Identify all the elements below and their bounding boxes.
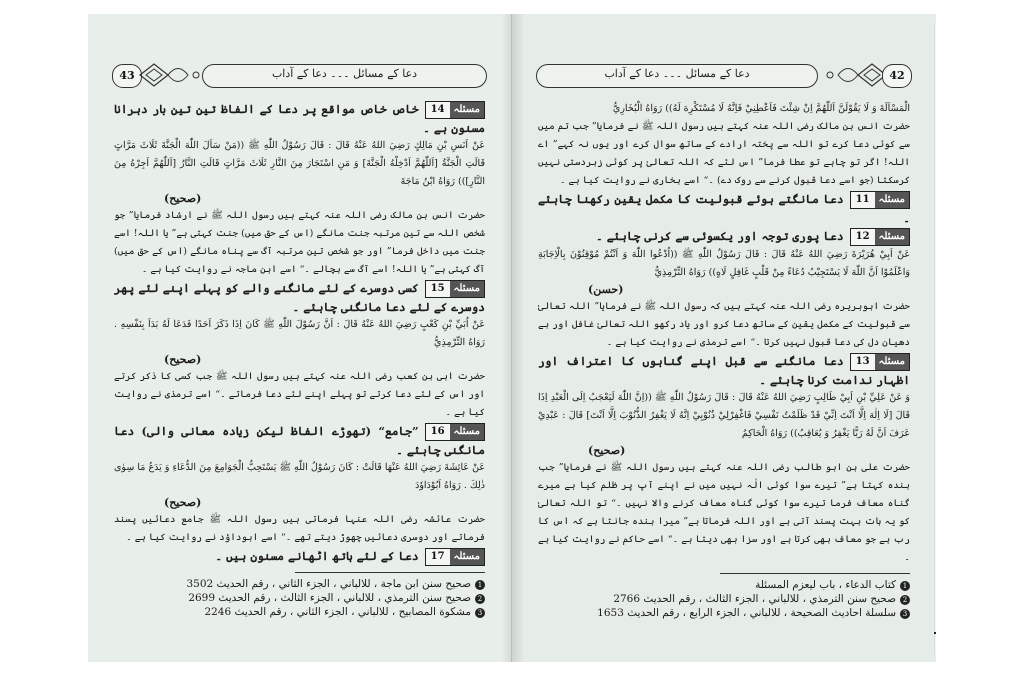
masala-text: کسی دوسرے کے لئے مانگنے والے کو پہلے اپنے لئے پھر دوسرے کے لئے دعا مانگنی چاہئے ۔ [114, 281, 485, 314]
masala-heading [538, 227, 910, 246]
urdu-translation: حضرت ابوہریرہ رضی اللہ عنہ کہتے ہیں کہ رسول اللہ ﷺ نے فرمایا” اللہ تعالیٰ سے قبولیت کے مکمل یقین کے ساتھ دعا کرو اور یاد رکھو اللہ تعالیٰ غافل اور بے دھیان دل کی دعا قبول نہیں کرتا ۔“ اسے ترمذی نے روایت کیا ہے ۔ [538, 301, 910, 348]
masala-number: 13 [851, 354, 875, 370]
footnote-text: مشكوة المصابيح ، للالباني ، الجزء الثاني ، رقم الحديث 2246 [204, 606, 471, 618]
masala-badge [425, 101, 485, 119]
footnote-number: 3 [900, 609, 910, 619]
footnote-text: صحيح سنن الترمذي ، للالباني ، الجزء الثالث ، رقم الحديث 2699 [188, 592, 471, 604]
arabic-text: عَنْ عَائِشَةَ رَضِيَ اللهُ عَنْهَا قَالَتْ : كَانَ رَسُوْلُ اللّٰهِ ﷺ يَسْتَحِبُّ الْجَوَامِعَ مِنَ الدُّعَاءِ وَ يَدَعُ مَا سِوٰى ذٰلِكَ . رَوَاهُ اَبُوْدَاوٗدَ [114, 462, 485, 491]
masala-label: مسئلہ [875, 192, 909, 208]
hadith-grade: (حسن) [588, 283, 624, 296]
page-edges [934, 22, 936, 654]
masala-number: 17 [426, 549, 450, 565]
masala-number: 14 [426, 102, 450, 118]
footnote [538, 606, 910, 620]
urdu-translation: حضرت انس بن مالک رضی اللہ عنہ کہتے ہیں رسول اللہ ﷺ نے ارشاد فرمایا” جو شخص اللہ سے تین مرتبہ جنت مانگے (اس کے حق میں) جنت کہتی ہے” یا اللہ! اسے جنت میں داخل فرما” اور جو شخص تین مرتبہ آگ سے پناہ مانگے (اس کے حق میں) آگ کہتی ہے” یا اللہ! اسے آگ سے بچالے ۔“ اسے ابن ماجہ نے روایت کیا ہے ۔ [114, 210, 485, 275]
masala-badge [850, 191, 910, 209]
footnote [114, 605, 485, 619]
page-number: 43 [112, 64, 142, 88]
masala-text: دعا مانگتے ہوئے قبولیت کا مکمل یقین رکھنا چاہئے ۔ [538, 192, 910, 225]
masala-text: خاص خاص مواقع پر دعا کے الفاظ تین تین بار دہرانا مسنون ہے ۔ [114, 102, 485, 135]
masala-badge [425, 280, 485, 298]
masala-label: مسئلہ [450, 281, 484, 297]
urdu-translation: حضرت ابی بن کعب رضی اللہ عنہ کہتے ہیں رسول اللہ ﷺ جب کسی کا ذکر کرتے اور اس کے لئے دعا کرتے تو پہلے اپنے لئے دعا فرماتے ۔“ اسے ترمذی نے روایت کیا ہے ۔ [114, 371, 485, 418]
hadith-grade: (صحيح) [588, 444, 626, 457]
right-page-content [538, 100, 910, 638]
footnote-number: 1 [475, 580, 485, 590]
masala-text: ”جامع“ (تھوڑے الفاظ لیکن زیادہ معانی والی) دعا مانگنی چاہئے ۔ [114, 424, 485, 457]
masala-number: 15 [426, 281, 450, 297]
masala-heading [114, 422, 485, 459]
hadith-grade: (صحيح) [164, 192, 202, 205]
page-header-title: دعا کے مسائل ۔۔۔ دعا کے آداب [271, 67, 418, 80]
urdu-translation: حضرت عائشہ رضی اللہ عنہا فرماتی ہیں رسول اللہ ﷺ جامع دعائیں پسند فرماتے اور دوسری دعائیں چھوڑ دیتے تھے ۔“ اسے ابوداؤد نے روایت کیا ہے ۔ [114, 514, 485, 543]
masala-text: دعا پوری توجہ اور یکسوئی سے کرنی چاہئے ۔ [595, 229, 844, 243]
masala-label: مسئلہ [450, 424, 484, 440]
masala-heading [114, 547, 485, 566]
masala-label: مسئلہ [875, 354, 909, 370]
edge-mark [934, 632, 936, 634]
ornament-icon [138, 58, 208, 92]
masala-number: 12 [851, 229, 875, 245]
ornament-icon [818, 58, 888, 92]
page-number: 42 [882, 64, 912, 88]
footnote [538, 592, 910, 606]
arabic-text: الْمَسْاَلَةَ وَ لَا يَقُوْلَنَّ اَللّٰهُمَّ اِنْ شِئْتَ فَاَعْطِنِيْ فَاِنَّهُ لَا مُسْتَكْرِهَ لَهُ)) رَوَاهُ الْبُخَارِيُّ [612, 103, 910, 114]
footnote-rule [720, 573, 910, 574]
footnote-text: صحيح سنن الترمذي ، للالباني ، الجزء الثالث ، رقم الحديث 2766 [613, 593, 896, 605]
left-page [88, 14, 512, 662]
masala-label: مسئلہ [450, 102, 484, 118]
footnote-text: سلسلة احاديث الصحيحة ، للالباني ، الجزء الرابع ، رقم الحديث 1653 [597, 607, 896, 619]
footnote [114, 591, 485, 605]
footnote-text: صحيح سنن ابن ماجة ، للالباني ، الجزء الثاني ، رقم الحديث 3502 [186, 578, 471, 590]
masala-badge [425, 423, 485, 441]
masala-heading [114, 100, 485, 137]
masala-heading [538, 190, 910, 227]
masala-text: دعا مانگنے سے قبل اپنے گناہوں کا اعتراف اور اظہار ندامت کرنا چاہئے ۔ [538, 354, 910, 387]
urdu-translation: حضرت علی بن ابو طالب رضی اللہ عنہ کہتے ہیں رسول اللہ ﷺ نے فرمایا” جب بندہ کہتا ہے” تیرے سوا کوئی الٰہ نہیں میں نے اپنے آپ پر ظلم کیا ہے میرے گناہ معاف فرما تیرے سوا کوئی گناہ معاف کرنے والا نہیں ۔“ تو اللہ تعالیٰ کو یہ بات بہت پسند آتی ہے اور اللہ فرماتا ہے” میرا بندہ جانتا ہے کہ اس کا رب ہے جو معاف بھی کرتا ہے اور سزا بھی دیتا ہے ۔“ اسے حاکم نے روایت کیا ہے ۔ [538, 462, 910, 563]
arabic-text: عَنْ اَنَسِ بْنِ مَالِكٍ رَضِيَ اللهُ عَنْهُ قَالَ : قَالَ رَسُوْلُ اللّٰهِ ﷺ ((مَنْ سَاَلَ اللّٰهَ الْجَنَّةَ ثَلَاثَ مَرَّاتٍ قَالَتِ الْجَنَّةُ [اَللّٰهُمَّ اَدْخِلْهُ الْجَنَّةَ] وَ مَنِ اسْتَجَارَ مِنَ النَّارِ ثَلَاثَ مَرَّاتٍ قَالَتِ النَّارُ [اَللّٰهُمَّ اَجِرْهُ مِنَ النَّارِ])) رَوَاهُ ابْنُ مَاجَةَ [114, 140, 485, 187]
masala-heading [538, 352, 910, 389]
footnote [538, 578, 910, 592]
footnote [114, 577, 485, 591]
masala-label: مسئلہ [450, 549, 484, 565]
right-page [512, 14, 936, 662]
masala-badge [850, 353, 910, 371]
footnote-number: 3 [475, 608, 485, 618]
footnote-text: كتاب الدعاء ، باب ليعزم المسئلة [755, 579, 896, 591]
footnote-number: 1 [900, 581, 910, 591]
footnote-number: 2 [475, 594, 485, 604]
masala-number: 11 [851, 192, 875, 208]
masala-badge [850, 228, 910, 246]
footnote-rule [295, 572, 485, 573]
left-page-content [114, 100, 485, 638]
arabic-text: عَنْ اُبَيِّ بْنِ كَعْبٍ رَضِيَ اللهُ عَنْهُ قَالَ : اَنَّ رَسُوْلَ اللّٰهِ ﷺ كَانَ اِذَا ذَكَرَ اَحَدًا فَدَعَا لَهُ بَدَاَ بِنَفْسِهِ . رَوَاهُ التِّرْمِذِيُّ [114, 319, 485, 348]
masala-text: دعا کے لئے ہاتھ اٹھانے مسنون ہیں ۔ [215, 549, 419, 563]
page-header-title: دعا کے مسائل ۔۔۔ دعا کے آداب [604, 67, 750, 80]
masala-badge [425, 548, 485, 566]
masala-heading [114, 279, 485, 316]
arabic-text: وَ عَنْ عَلِيِّ بْنِ اَبِيْ طَالِبٍ رَضِيَ اللهُ عَنْهُ قَالَ : قَالَ رَسُوْلُ اللّٰهِ ﷺ ((اِنَّ اللّٰهَ لَيَعْجَبُ اِلَى الْعَبْدِ اِذَا قَالَ [لَا اِلٰهَ اِلَّا اَنْتَ اِنِّيْ قَدْ ظَلَمْتُ نَفْسِيْ فَاغْفِرْلِيْ ذُنُوْبِيْ اِنَّهُ لَا يَغْفِرُ الذُّنُوْبَ اِلَّا اَنْتَ] قَالَ : عَبْدِيْ عَرَفَ اَنَّ لَهُ رَبًّا يَغْفِرُ وَ يُعَاقِبُ)) رَوَاهُ الْحَاكِمُ [538, 392, 910, 439]
hadith-grade: (صحيح) [164, 496, 202, 509]
urdu-translation: حضرت انس بن مالک رضی اللہ عنہ کہتے ہیں رسول اللہ ﷺ نے فرمایا” جب تم میں سے کوئی دعا کرے تو اللہ سے پختہ ارادے کے ساتھ سوال کرے اور یوں نہ کہے” اے اللہ! اگر تو چاہے تو عطا فرما” اس لئے کہ اللہ تعالیٰ پر کوئی زبردستی نہیں کرسکتا (جو اسے دعا قبول کرنے سے روک دے) ۔“ اسے بخاری نے روایت کیا ہے ۔ [538, 121, 910, 186]
hadith-grade: (صحيح) [164, 353, 202, 366]
right-page-header [536, 58, 912, 92]
masala-number: 16 [426, 424, 450, 440]
open-book [88, 14, 936, 662]
left-page-header [112, 58, 487, 92]
arabic-text: عَنْ اَبِيْ هُرَيْرَةَ رَضِيَ اللهُ عَنْهُ قَالَ : قَالَ رَسُوْلُ اللّٰهِ ﷺ ((اُدْعُوا اللّٰهَ وَ اَنْتُمْ مُوْقِنُوْنَ بِالْاِجَابَةِ وَاعْلَمُوْا اَنَّ اللّٰهَ لَا يَسْتَجِيْبُ دُعَاءً مِنْ قَلْبٍ غَافِلٍ لَاهٍ)) رَوَاهُ التِّرْمِذِيُّ [538, 249, 910, 278]
masala-label: مسئلہ [875, 229, 909, 245]
footnote-number: 2 [900, 595, 910, 605]
